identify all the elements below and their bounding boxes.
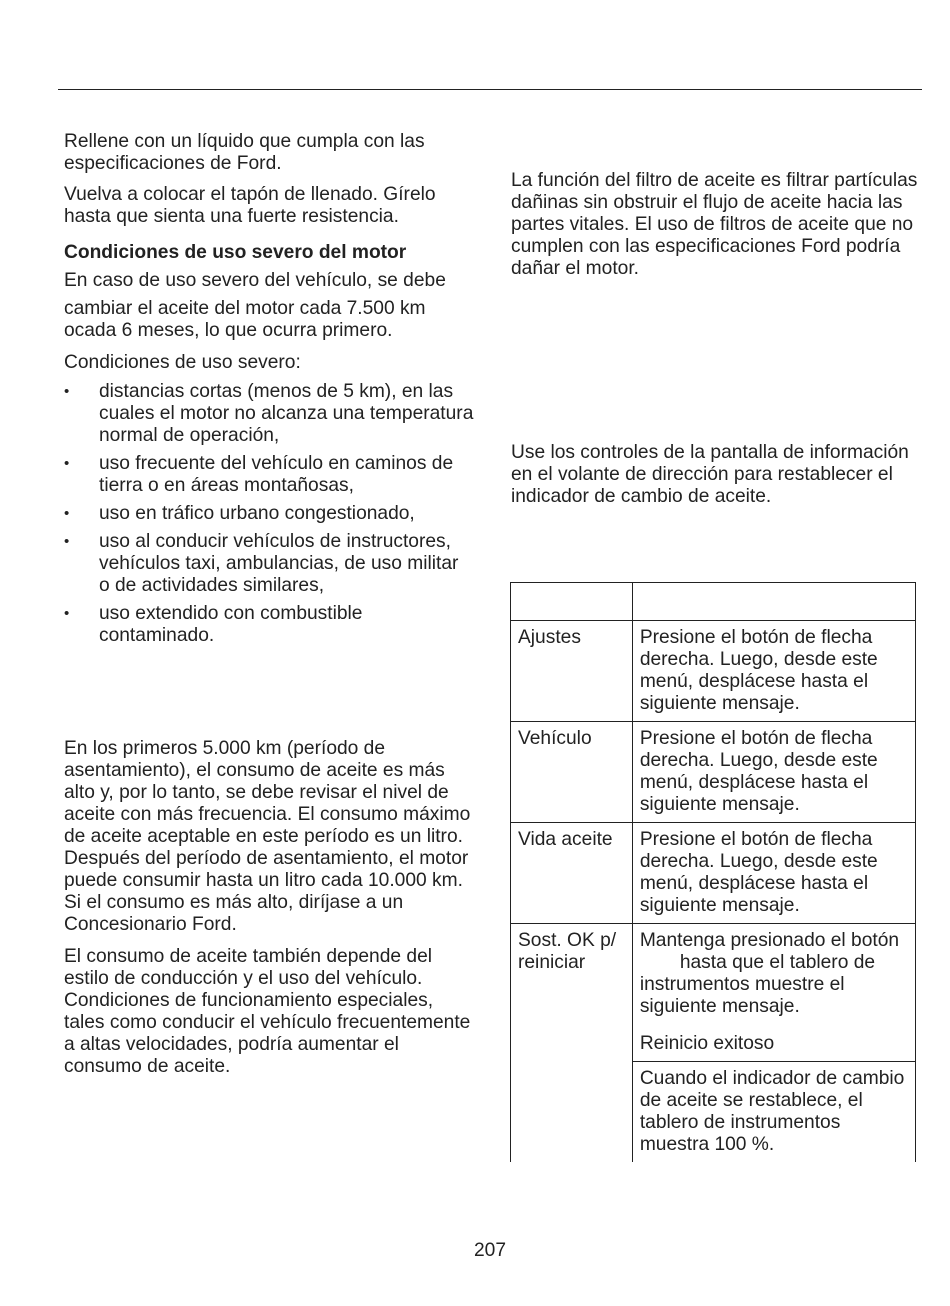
table-cell-text: Presione el botón de flecha derecha. Luego, desde este menú, desplácese hasta el siguiente mensaje. (632, 823, 915, 924)
table-header-cell (511, 583, 633, 621)
table-cell-text: Mantenga presionado el botónhasta que el tablero de instrumentos muestre el siguiente mensaje. Reinicio exitoso (632, 924, 915, 1062)
table-cell-label: Sost. OK p/ reiniciar (511, 924, 633, 1163)
table-row (511, 722, 916, 823)
reset-success-message: Reinicio exitoso (639, 1033, 775, 1054)
header-rule (58, 89, 922, 90)
reset-steps-table (510, 582, 916, 1162)
paragraph-cap: Vuelva a colocar el tapón de llenado. Gírelo hasta que sienta una fuerte resistencia. (64, 184, 436, 227)
table-header-row (511, 583, 916, 621)
paragraph-severe-conditions: Condiciones de uso severo: (64, 352, 301, 373)
section-heading-severe-use: Condiciones de uso severo del motor (64, 242, 407, 263)
right-column-reset (511, 442, 921, 508)
list-item: • uso en tráfico urbano congestionado, (64, 503, 415, 524)
severe-conditions-list (64, 381, 474, 647)
list-item: • distancias cortas (menos de 5 km), en las cuales el motor no alcanza una temperatura normal de operación, (64, 381, 474, 446)
paragraph-refill: Rellene con un líquido que cumpla con las especificaciones de Ford. (64, 131, 425, 174)
left-column-lower (64, 738, 474, 1078)
paragraph-severe-intro-a: En caso de uso severo del vehículo, se debe (64, 270, 446, 291)
table-row (511, 823, 916, 924)
left-column (64, 131, 474, 653)
paragraph-driving-style: El consumo de aceite también depende del estilo de conducción y el uso del vehículo. Condiciones de funcionamiento especiales, tales como conducir el vehículo frecuentemente a altas velocidades, podría aumentar el consumo de aceite. (64, 946, 471, 1077)
table-cell-text: Presione el botón de flecha derecha. Luego, desde este menú, desplácese hasta el siguiente mensaje. (632, 722, 915, 823)
page-number: 207 (473, 1240, 506, 1261)
list-item: • uso frecuente del vehículo en caminos de tierra o en áreas montañosas, (64, 453, 454, 496)
paragraph-severe-intro-b: cambiar el aceite del motor cada 7.500 km ocada 6 meses, lo que ocurra primero. (64, 298, 426, 341)
table-cell-label: Vida aceite (511, 823, 633, 924)
table-row (511, 621, 916, 722)
list-item: • uso extendido con combustible contaminado. (64, 603, 363, 646)
paragraph-oil-consumption: En los primeros 5.000 km (período de asentamiento), el consumo de aceite es más alto y, por lo tanto, se debe revisar el nivel de aceite con más frecuencia. El consumo máximo de aceite aceptable en este período es un litro. Después del período de asentamiento, el motor puede consumir hasta un litro cada 10.000 km. Si el consumo es más alto, diríjase a un Concesionario Ford. (64, 738, 471, 935)
right-column-filter (511, 170, 921, 280)
paragraph-oil-filter: La función del filtro de aceite es filtrar partículas dañinas sin obstruir el flujo de aceite hacia las partes vitales. El uso de filtros de aceite que no cumplen con las especificaciones Ford podría dañar el motor. (511, 170, 918, 279)
table-row (511, 924, 916, 1062)
table-cell-label: Vehículo (511, 722, 633, 823)
table-header-cell (632, 583, 915, 621)
paragraph-reset-instructions: Use los controles de la pantalla de información en el volante de dirección para restablecer el indicador de cambio de aceite. (511, 442, 909, 507)
table-cell-label: Ajustes (511, 621, 633, 722)
list-item: • uso al conducir vehículos de instructores, vehículos taxi, ambulancias, de uso militar o de actividades similares, (64, 531, 459, 596)
table-cell-note: Cuando el indicador de cambio de aceite se restablece, el tablero de instrumentos muestra 100 %. (632, 1062, 915, 1163)
table-cell-text: Presione el botón de flecha derecha. Luego, desde este menú, desplácese hasta el siguiente mensaje. (632, 621, 915, 722)
